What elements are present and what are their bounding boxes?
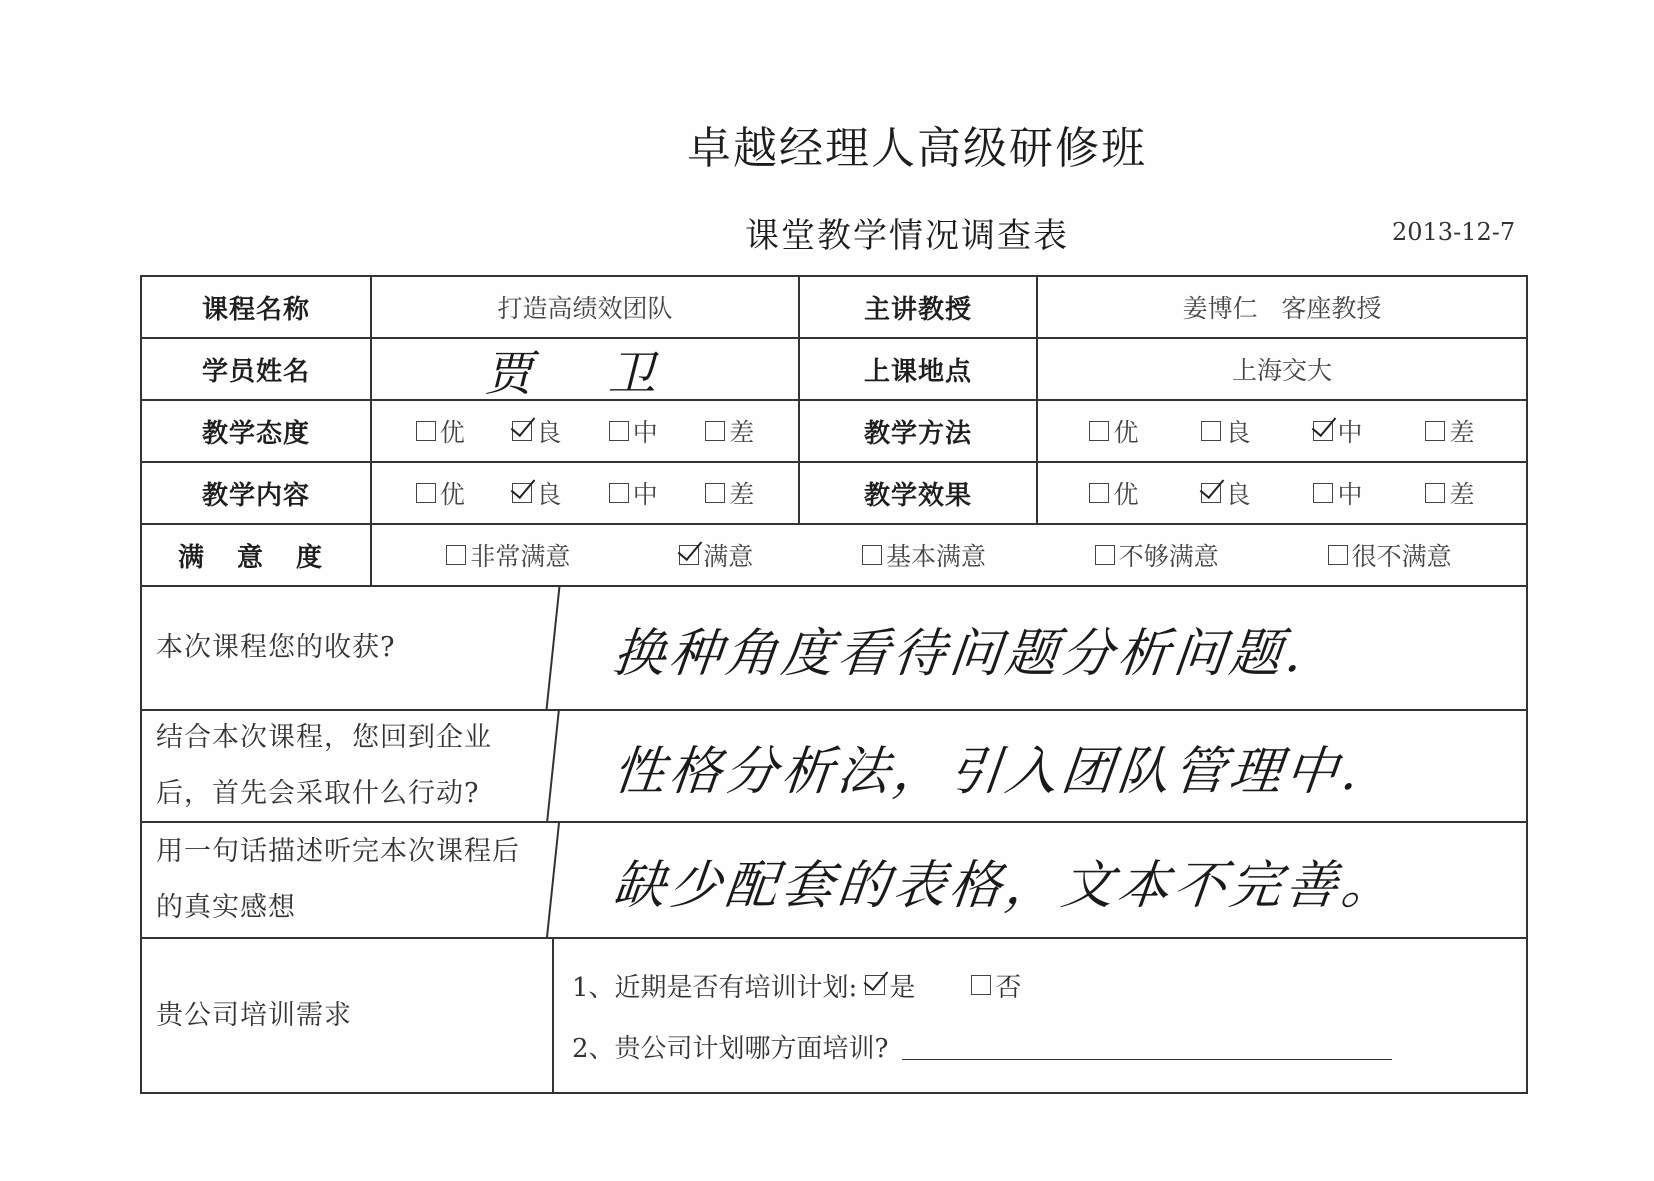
option-1[interactable] xyxy=(446,537,570,573)
row-attitude xyxy=(142,401,1526,463)
training-plan-question: 1、近期是否有培训计划: xyxy=(572,972,858,1003)
label-teaching-method: 教学方法 xyxy=(798,401,1036,461)
training-questions xyxy=(552,939,1526,1092)
option-2[interactable] xyxy=(512,475,561,511)
value-location: 上海交大 xyxy=(1036,339,1526,399)
option-1[interactable] xyxy=(1089,475,1138,511)
checkbox[interactable] xyxy=(862,545,882,565)
form-title: 卓越经理人高级研修班 xyxy=(687,123,1147,174)
checkbox[interactable] xyxy=(446,545,466,565)
row-satisfaction xyxy=(142,525,1526,587)
label-course-name: 课程名称 xyxy=(201,294,310,325)
checkbox-yes[interactable] xyxy=(865,975,885,995)
training-plan-line xyxy=(572,967,1021,1004)
options-teaching-method xyxy=(1036,401,1526,461)
checkbox[interactable] xyxy=(1425,483,1445,503)
question-gains: 本次课程您的收获? xyxy=(156,632,396,663)
option-4[interactable] xyxy=(1095,537,1219,573)
option-label: 中 xyxy=(1337,418,1363,447)
label-location: 上课地点 xyxy=(798,339,1036,399)
option-yes-label: 是 xyxy=(889,972,916,1003)
value-student-name xyxy=(370,339,798,402)
survey-table xyxy=(140,275,1528,1094)
option-label: 优 xyxy=(1113,480,1139,509)
option-3[interactable] xyxy=(609,475,658,511)
option-3[interactable] xyxy=(1313,475,1362,511)
option-label: 良 xyxy=(1225,418,1251,447)
option-4[interactable] xyxy=(1425,413,1474,449)
option-4[interactable] xyxy=(705,413,754,449)
row-question-2 xyxy=(142,711,1526,823)
options-teaching-effect xyxy=(1036,463,1526,523)
checkbox[interactable] xyxy=(1328,545,1348,565)
answer-gains: 换种角度看待问题分析问题. xyxy=(546,587,1533,709)
option-1[interactable] xyxy=(416,413,465,449)
checkbox[interactable] xyxy=(416,421,436,441)
option-label: 中 xyxy=(632,418,658,447)
training-area-line xyxy=(572,1028,1392,1065)
option-no-label: 否 xyxy=(995,972,1022,1003)
option-3[interactable] xyxy=(609,413,658,449)
option-label: 优 xyxy=(439,480,465,509)
row-student xyxy=(142,339,1526,401)
row-question-3 xyxy=(142,823,1526,939)
answer-feeling: 缺少配套的表格，文本不完善。 xyxy=(546,823,1532,937)
option-label: 差 xyxy=(729,418,755,447)
checkbox[interactable] xyxy=(705,421,725,441)
row-content xyxy=(142,463,1526,525)
label-teaching-attitude: 教学态度 xyxy=(201,418,310,449)
options-teaching-attitude xyxy=(370,401,798,461)
option-5[interactable] xyxy=(1328,537,1452,573)
checkbox[interactable] xyxy=(512,483,532,503)
checkbox-no[interactable] xyxy=(971,975,991,995)
option-label: 很不满意 xyxy=(1351,542,1452,571)
row-training xyxy=(142,939,1526,1092)
answer-action: 性格分析法，引入团队管理中. xyxy=(546,711,1532,821)
label-lecturer: 主讲教授 xyxy=(798,277,1036,337)
label-teaching-effect: 教学效果 xyxy=(798,463,1036,523)
label-teaching-content: 教学内容 xyxy=(201,480,310,511)
option-label: 差 xyxy=(729,480,755,509)
option-1[interactable] xyxy=(1089,413,1138,449)
option-label: 差 xyxy=(1449,418,1475,447)
checkbox[interactable] xyxy=(1089,421,1109,441)
option-2[interactable] xyxy=(512,413,561,449)
option-label: 良 xyxy=(536,418,562,447)
option-2[interactable] xyxy=(1201,413,1250,449)
option-3[interactable] xyxy=(862,537,986,573)
training-plan-no[interactable] xyxy=(971,967,1021,1004)
checkbox[interactable] xyxy=(512,421,532,441)
training-plan-yes[interactable] xyxy=(865,967,915,1004)
option-label: 优 xyxy=(439,418,465,447)
label-student-name: 学员姓名 xyxy=(201,356,310,387)
checkbox[interactable] xyxy=(1201,483,1221,503)
row-course xyxy=(142,277,1526,339)
training-area-question: 2、贵公司计划哪方面培训? xyxy=(572,1033,889,1064)
option-label: 中 xyxy=(632,480,658,509)
option-4[interactable] xyxy=(1425,475,1474,511)
label-training-needs: 贵公司培训需求 xyxy=(156,999,352,1031)
options-satisfaction xyxy=(370,525,1526,585)
handwritten-student-name: 贾 卫 xyxy=(484,345,686,402)
checkbox[interactable] xyxy=(705,483,725,503)
option-label: 优 xyxy=(1113,418,1139,447)
option-label: 基本满意 xyxy=(885,542,986,571)
option-2[interactable] xyxy=(679,537,753,573)
checkbox[interactable] xyxy=(609,421,629,441)
option-label: 良 xyxy=(536,480,562,509)
checkbox[interactable] xyxy=(1095,545,1115,565)
checkbox[interactable] xyxy=(1425,421,1445,441)
option-3[interactable] xyxy=(1313,413,1362,449)
option-label: 不够满意 xyxy=(1118,542,1219,571)
question-feeling: 用一句话描述听完本次课程后的真实感想 xyxy=(156,836,520,923)
option-label: 中 xyxy=(1337,480,1363,509)
checkbox[interactable] xyxy=(609,483,629,503)
checkbox[interactable] xyxy=(1313,421,1333,441)
value-lecturer: 姜博仁 客座教授 xyxy=(1036,277,1526,337)
options-teaching-content xyxy=(370,463,798,523)
checkbox[interactable] xyxy=(1313,483,1333,503)
checkbox[interactable] xyxy=(416,483,436,503)
training-area-blank[interactable] xyxy=(902,1033,1392,1060)
checkbox[interactable] xyxy=(1089,483,1109,503)
option-label: 差 xyxy=(1449,480,1475,509)
form-subtitle: 课堂教学情况调查表 xyxy=(745,216,1069,256)
option-4[interactable] xyxy=(705,475,754,511)
option-2[interactable] xyxy=(1201,475,1250,511)
option-label: 良 xyxy=(1225,480,1251,509)
checkbox[interactable] xyxy=(1201,421,1221,441)
checkbox[interactable] xyxy=(679,545,699,565)
option-label: 满意 xyxy=(703,542,754,571)
option-1[interactable] xyxy=(416,475,465,511)
form-date: 2013-12-7 xyxy=(1392,218,1516,246)
value-course-name: 打造高绩效团队 xyxy=(370,277,798,337)
option-label: 非常满意 xyxy=(470,542,571,571)
label-satisfaction: 满 意 度 xyxy=(177,542,335,573)
question-action: 结合本次课程，您回到企业后，首先会采取什么行动? xyxy=(156,722,492,809)
row-question-1 xyxy=(142,587,1526,711)
